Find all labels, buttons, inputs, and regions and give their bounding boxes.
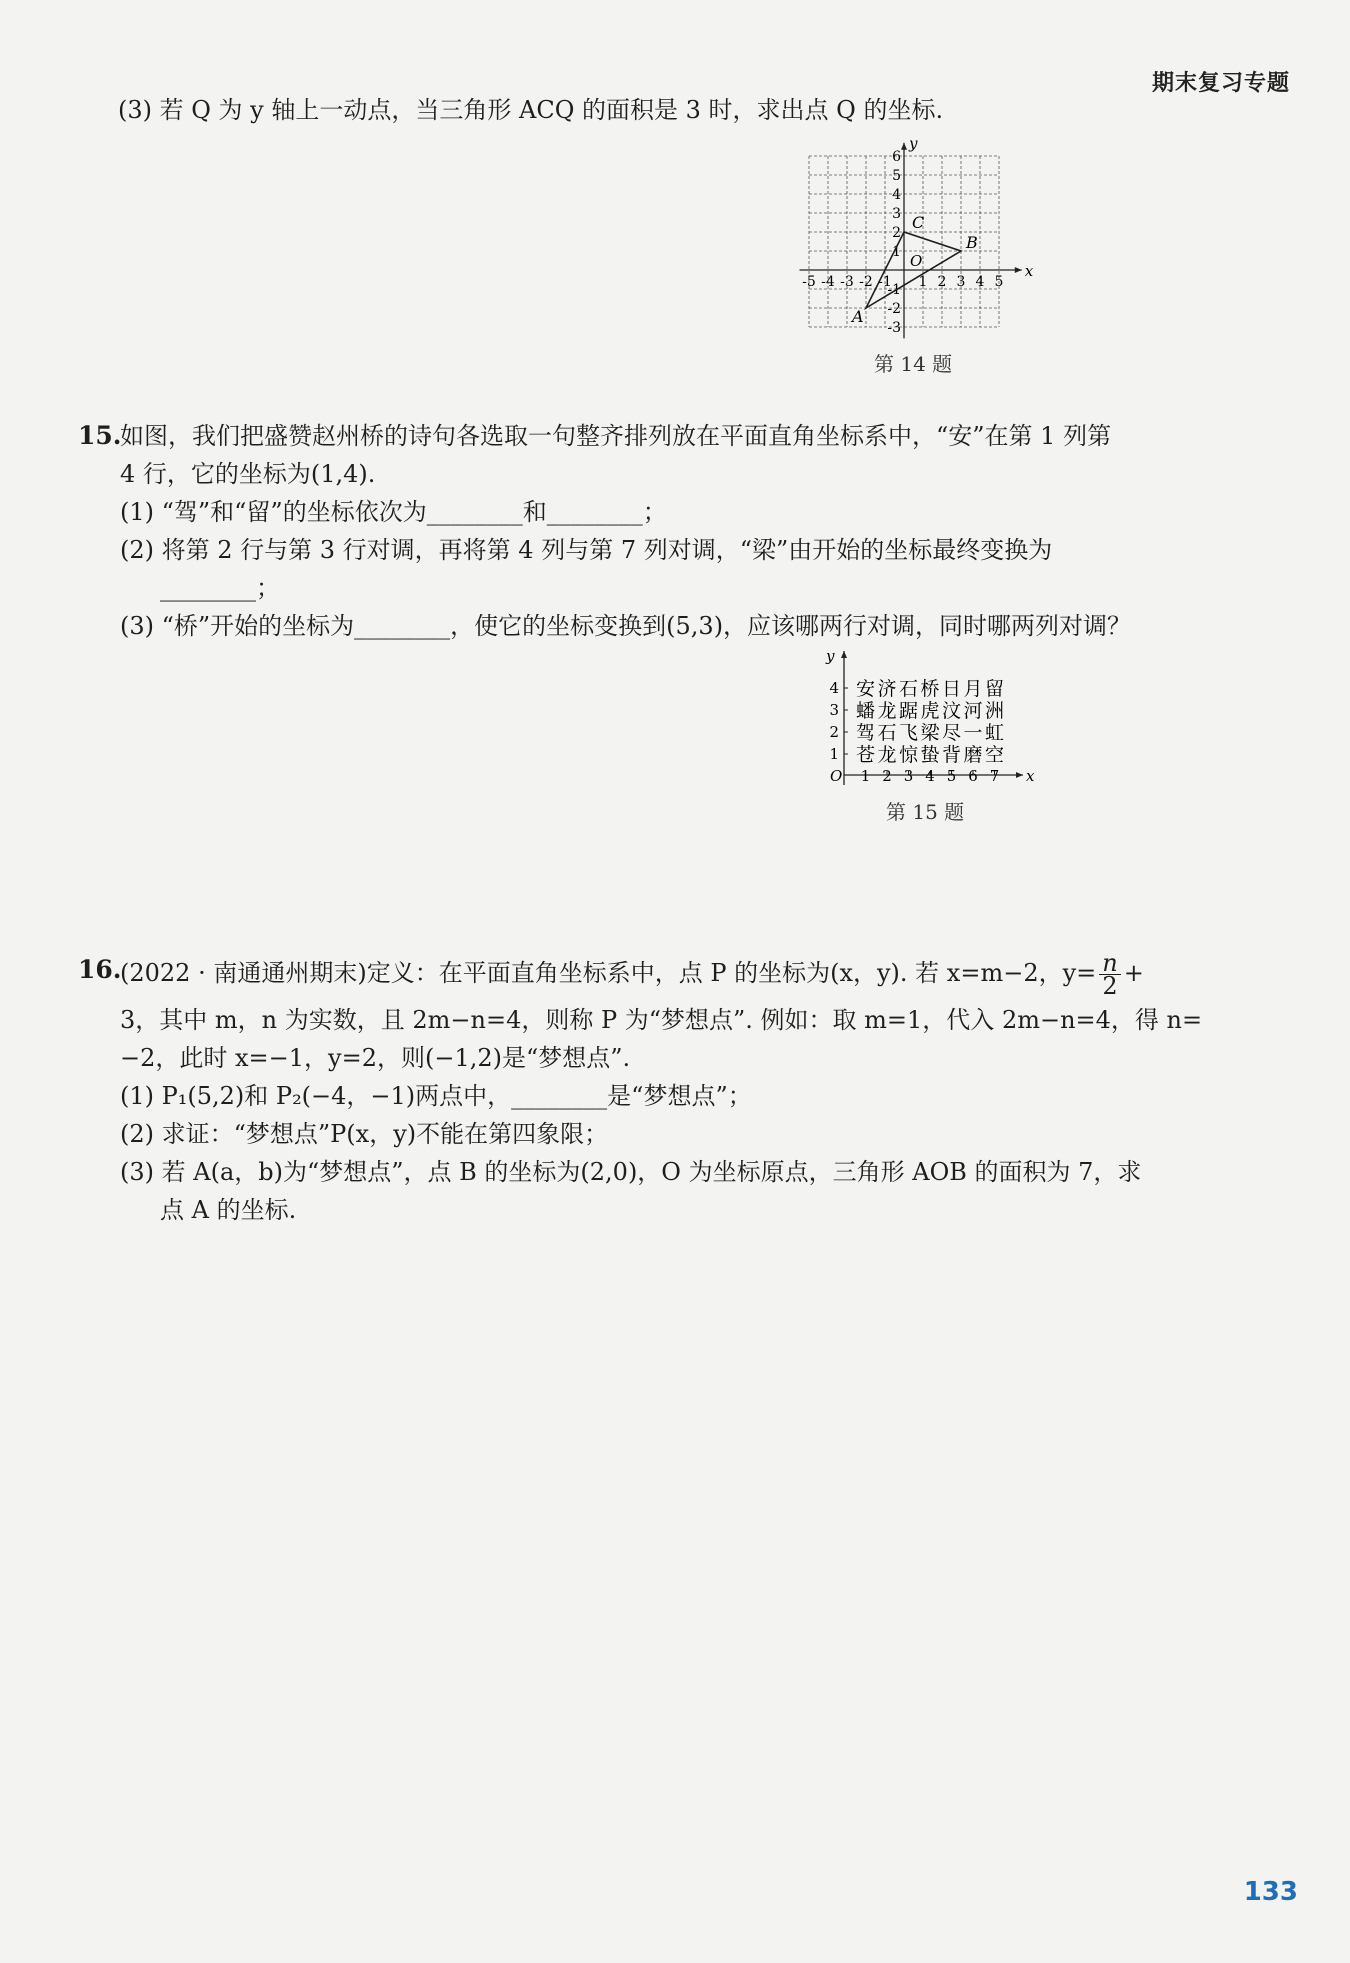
q15-part1: (1) “驾”和“留”的坐标依次为________和________；	[120, 498, 667, 526]
grid-character: 蟠	[855, 700, 876, 722]
grid-character: 尽	[941, 722, 962, 744]
x-tick-label: 1	[860, 767, 871, 785]
x-tick-label: 7	[989, 767, 1000, 785]
x-tick-label: 2	[882, 767, 892, 785]
grid-character: 蛰	[920, 744, 940, 766]
y-tick-label: 2	[892, 225, 901, 241]
origin-label: O	[910, 252, 923, 270]
y-tick-label: 6	[892, 149, 901, 165]
q15-figure-caption: 第 15 题	[886, 800, 965, 824]
q16-fraction-numerator: n	[1099, 952, 1120, 975]
y-tick-label: 3	[892, 206, 901, 222]
x-tick-label: -4	[821, 274, 835, 290]
q16-stem-line2: 3，其中 m，n 为实数，且 2m−n=4，则称 P 为“梦想点”. 例如：取 m=1，代入 2m−n=4，得 n=	[120, 1006, 1203, 1034]
page-number: 133	[1243, 1877, 1298, 1907]
x-axis-arrow-icon	[1016, 772, 1023, 778]
grid-character: 驾	[855, 722, 876, 744]
grid-character: 日	[941, 678, 962, 700]
grid-character: 济	[877, 678, 897, 700]
x-tick-label: 4	[975, 274, 985, 290]
q16-stem-line1-plus: +	[1123, 959, 1144, 987]
grid-character: 背	[941, 744, 962, 766]
grid-character: 安	[855, 678, 876, 700]
y-axis-label: y	[909, 134, 918, 153]
grid-character: 空	[984, 744, 1005, 766]
y-tick-label: 2	[829, 723, 839, 741]
x-tick-label: -1	[878, 274, 892, 290]
q15-number: 15.	[78, 421, 122, 450]
x-tick-label: 4	[925, 767, 935, 785]
q16-part3-line1: (3) 若 A(a，b)为“梦想点”，点 B 的坐标为(2,0)，O 为坐标原点，三角形 AOB 的面积为 7，求	[120, 1158, 1142, 1186]
q16-fraction-denominator: 2	[1102, 972, 1118, 1000]
point-label-a: A	[852, 307, 864, 326]
q16-part3-line2: 点 A 的坐标.	[160, 1196, 297, 1224]
q16-number: 16.	[78, 955, 122, 984]
x-tick-label: 6	[968, 767, 978, 785]
grid-character: 石	[877, 722, 897, 744]
q15-part2-line2: ________；	[160, 574, 280, 602]
x-tick-label: 2	[937, 274, 947, 290]
grid-character: 惊	[898, 744, 919, 766]
x-tick-label: 3	[956, 274, 966, 290]
y-axis-arrow-icon	[901, 143, 907, 150]
grid-character: 梁	[920, 722, 940, 744]
grid-character: 留	[984, 678, 1005, 700]
origin-label: O	[830, 767, 843, 785]
grid-character: 飞	[898, 722, 919, 744]
x-tick-label: -2	[859, 274, 873, 290]
q16-stem-line1-text: (2022 · 南通通州期末)定义：在平面直角坐标系中，点 P 的坐标为(x，y). 若 x=m−2，y=	[120, 959, 1097, 987]
q16-fraction	[1099, 949, 1120, 1000]
grid-character: 苍	[855, 744, 876, 766]
x-tick-label: 5	[946, 767, 957, 785]
q16-part2: (2) 求证：“梦想点”P(x，y)不能在第四象限；	[120, 1120, 609, 1148]
q16-part1: (1) P₁(5,2)和 P₂(−4，−1)两点中，________是“梦想点”；	[120, 1082, 752, 1110]
x-axis-arrow-icon	[1015, 267, 1022, 273]
q15-figure	[818, 645, 1033, 795]
y-tick-label: -2	[887, 301, 901, 317]
y-tick-label: 4	[829, 679, 839, 697]
grid-character: 月	[963, 678, 983, 700]
y-tick-label: -1	[887, 282, 901, 298]
grid-character: 洲	[984, 700, 1005, 722]
x-tick-label: -5	[802, 274, 816, 290]
y-tick-label: 1	[829, 745, 839, 763]
q15-part3: (3) “桥”开始的坐标为________，使它的坐标变换到(5,3)，应该哪两行对调，同时哪两列对调？	[120, 612, 1132, 640]
page-header-title: 期末复习专题	[1151, 71, 1290, 96]
y-tick-label: -3	[887, 320, 901, 336]
grid-character: 龙	[877, 744, 897, 766]
point-label-c: C	[912, 213, 925, 232]
grid-character: 踞	[898, 700, 919, 722]
q14-tick-labels	[802, 135, 1034, 336]
grid-character: 磨	[963, 744, 983, 766]
q14-part3: (3) 若 Q 为 y 轴上一动点，当三角形 ACQ 的面积是 3 时，求出点 Q 的坐标.	[118, 96, 944, 124]
q16-stem-line3: −2，此时 x=−1，y=2，则(−1,2)是“梦想点”.	[120, 1044, 631, 1072]
x-axis-label: x	[1026, 767, 1035, 785]
x-tick-label: -3	[840, 274, 854, 290]
y-tick-label: 1	[892, 244, 901, 260]
grid-character: 龙	[877, 700, 897, 722]
y-axis-label: y	[826, 647, 835, 665]
grid-character: 汶	[941, 700, 962, 722]
y-tick-label: 5	[892, 168, 901, 184]
grid-character: 河	[963, 700, 983, 722]
x-tick-label: 3	[903, 767, 914, 785]
q14-figure	[796, 130, 1036, 360]
q15-part2-line1: (2) 将第 2 行与第 3 行对调，再将第 4 列与第 7 列对调，“梁”由开始的坐标最终变换为	[120, 536, 1053, 564]
grid-character: 虹	[984, 722, 1005, 744]
x-tick-label: 5	[994, 274, 1004, 290]
grid-character: 一	[963, 722, 983, 744]
y-tick-label: 4	[892, 187, 901, 203]
grid-character: 虎	[920, 700, 940, 722]
point-label-b: B	[966, 233, 978, 252]
q15-stem-line1: 如图，我们把盛赞赵州桥的诗句各选取一句整齐排列放在平面直角坐标系中，“安”在第 1 列第	[120, 422, 1112, 450]
q14-figure-caption: 第 14 题	[874, 352, 953, 376]
grid-character: 桥	[920, 678, 940, 700]
grid-character: 石	[898, 678, 919, 700]
q14-axes	[800, 143, 1022, 339]
x-tick-label: 1	[918, 274, 928, 290]
q16-stem-line1	[120, 949, 1144, 1000]
y-axis-arrow-icon	[841, 651, 847, 658]
x-axis-label: x	[1024, 262, 1034, 280]
q15-stem-line2: 4 行，它的坐标为(1,4).	[120, 460, 376, 488]
q15-character-grid	[856, 678, 1004, 766]
y-tick-label: 3	[829, 701, 839, 719]
